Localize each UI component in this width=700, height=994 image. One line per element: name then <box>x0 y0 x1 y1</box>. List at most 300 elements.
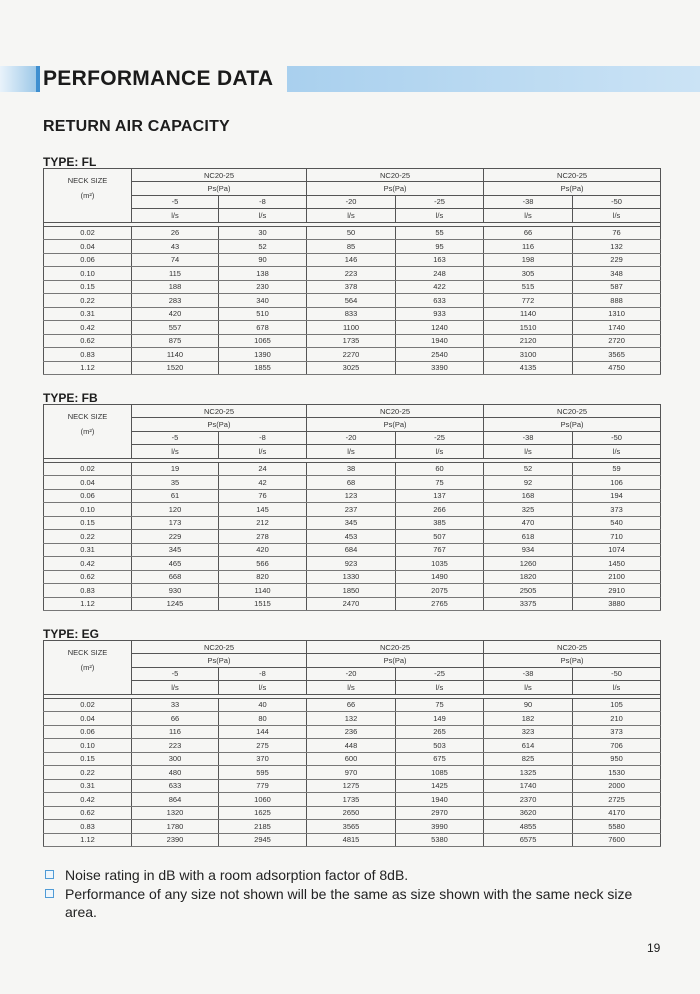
neck-size-cell: 0.06 <box>44 253 132 267</box>
flow-value-cell: 510 <box>219 307 307 321</box>
flow-value-cell: 2470 <box>307 597 396 611</box>
flow-value-cell: 2945 <box>219 833 307 847</box>
flow-value-cell: 182 <box>484 712 573 726</box>
flow-value-cell: 2075 <box>396 584 484 598</box>
flow-value-cell: 123 <box>307 489 396 503</box>
flow-unit: l/s <box>573 681 661 694</box>
table-row <box>44 240 661 254</box>
flow-value-cell: 1520 <box>132 361 219 375</box>
flow-value-cell: 1940 <box>396 793 484 807</box>
flow-value-cell: 779 <box>219 779 307 793</box>
flow-value-cell: 4855 <box>484 820 573 834</box>
flow-value-cell: 772 <box>484 294 573 308</box>
flow-value-cell: 42 <box>219 476 307 490</box>
flow-value-cell: 90 <box>219 253 307 267</box>
flow-value-cell: 212 <box>219 516 307 530</box>
flow-value-cell: 1510 <box>484 321 573 335</box>
flow-value-cell: 24 <box>219 462 307 476</box>
flow-value-cell: 2725 <box>573 793 661 807</box>
flow-value-cell: 1625 <box>219 806 307 820</box>
flow-value-cell: 188 <box>132 280 219 294</box>
flow-value-cell: 66 <box>484 226 573 240</box>
flow-value-cell: 1060 <box>219 793 307 807</box>
flow-value-cell: 2000 <box>573 779 661 793</box>
pressure-value: -25 <box>396 667 484 680</box>
flow-value-cell: 2910 <box>573 584 661 598</box>
model-header: NC20-25 <box>484 641 661 654</box>
flow-value-cell: 132 <box>573 240 661 254</box>
flow-value-cell: 198 <box>484 253 573 267</box>
pressure-unit-header: Ps(Pa) <box>307 418 484 431</box>
neck-size-cell: 0.10 <box>44 267 132 281</box>
flow-value-cell: 106 <box>573 476 661 490</box>
flow-value-cell: 230 <box>219 280 307 294</box>
neck-size-cell: 0.42 <box>44 557 132 571</box>
flow-value-cell: 2505 <box>484 584 573 598</box>
type-label-eg: TYPE: EG <box>43 627 100 641</box>
neck-size-cell: 1.12 <box>44 597 132 611</box>
flow-unit: l/s <box>396 445 484 458</box>
table-row <box>44 253 661 267</box>
flow-value-cell: 1425 <box>396 779 484 793</box>
flow-value-cell: 618 <box>484 530 573 544</box>
flow-value-cell: 75 <box>396 476 484 490</box>
flow-value-cell: 1735 <box>307 334 396 348</box>
flow-value-cell: 668 <box>132 570 219 584</box>
flow-value-cell: 875 <box>132 334 219 348</box>
flow-value-cell: 950 <box>573 752 661 766</box>
flow-value-cell: 3565 <box>573 348 661 362</box>
flow-value-cell: 80 <box>219 712 307 726</box>
flow-value-cell: 236 <box>307 725 396 739</box>
model-header: NC20-25 <box>132 405 307 418</box>
flow-value-cell: 1140 <box>219 584 307 598</box>
table-row <box>44 294 661 308</box>
flow-value-cell: 633 <box>132 779 219 793</box>
neck-size-cell: 0.22 <box>44 530 132 544</box>
pressure-value: -5 <box>132 195 219 208</box>
flow-value-cell: 2370 <box>484 793 573 807</box>
table-row <box>44 725 661 739</box>
pressure-value: -38 <box>484 195 573 208</box>
flow-value-cell: 2765 <box>396 597 484 611</box>
pressure-value: -50 <box>573 667 661 680</box>
flow-value-cell: 19 <box>132 462 219 476</box>
header-banner-right <box>287 66 700 92</box>
neck-size-cell: 0.02 <box>44 462 132 476</box>
flow-value-cell: 278 <box>219 530 307 544</box>
pressure-value: -20 <box>307 667 396 680</box>
pressure-value: -38 <box>484 667 573 680</box>
flow-value-cell: 68 <box>307 476 396 490</box>
table-row <box>44 779 661 793</box>
flow-value-cell: 933 <box>396 307 484 321</box>
page-number: 19 <box>647 941 661 955</box>
pressure-unit-header: Ps(Pa) <box>484 418 661 431</box>
flow-value-cell: 3375 <box>484 597 573 611</box>
flow-value-cell: 194 <box>573 489 661 503</box>
flow-value-cell: 5580 <box>573 820 661 834</box>
section-title: RETURN AIR CAPACITY <box>43 118 230 135</box>
flow-value-cell: 76 <box>219 489 307 503</box>
flow-value-cell: 1850 <box>307 584 396 598</box>
header-banner-left <box>0 66 36 92</box>
flow-value-cell: 480 <box>132 766 219 780</box>
table-row <box>44 361 661 375</box>
flow-value-cell: 1855 <box>219 361 307 375</box>
table-row <box>44 712 661 726</box>
neck-size-cell: 0.83 <box>44 584 132 598</box>
flow-value-cell: 888 <box>573 294 661 308</box>
flow-value-cell: 85 <box>307 240 396 254</box>
table-row <box>44 806 661 820</box>
flow-value-cell: 833 <box>307 307 396 321</box>
flow-value-cell: 35 <box>132 476 219 490</box>
table-body <box>44 641 661 847</box>
neck-size-header <box>44 405 132 459</box>
flow-value-cell: 116 <box>132 725 219 739</box>
neck-size-cell: 0.10 <box>44 503 132 517</box>
flow-value-cell: 633 <box>396 294 484 308</box>
model-header: NC20-25 <box>307 169 484 182</box>
pressure-unit-header: Ps(Pa) <box>132 654 307 667</box>
flow-value-cell: 237 <box>307 503 396 517</box>
flow-unit: l/s <box>307 681 396 694</box>
pressure-value: -50 <box>573 431 661 444</box>
table-row <box>44 584 661 598</box>
neck-size-cell: 0.83 <box>44 820 132 834</box>
flow-value-cell: 163 <box>396 253 484 267</box>
table-row <box>44 476 661 490</box>
neck-size-cell: 0.06 <box>44 725 132 739</box>
flow-value-cell: 453 <box>307 530 396 544</box>
neck-size-unit: (m²) <box>80 427 95 436</box>
flow-value-cell: 503 <box>396 739 484 753</box>
flow-value-cell: 146 <box>307 253 396 267</box>
flow-value-cell: 675 <box>396 752 484 766</box>
table-row <box>44 833 661 847</box>
flow-value-cell: 229 <box>573 253 661 267</box>
flow-value-cell: 2720 <box>573 334 661 348</box>
flow-value-cell: 4135 <box>484 361 573 375</box>
flow-value-cell: 3620 <box>484 806 573 820</box>
flow-value-cell: 1240 <box>396 321 484 335</box>
flow-unit: l/s <box>307 445 396 458</box>
flow-value-cell: 3390 <box>396 361 484 375</box>
flow-value-cell: 55 <box>396 226 484 240</box>
neck-size-cell: 0.10 <box>44 739 132 753</box>
pressure-unit-header: Ps(Pa) <box>307 654 484 667</box>
table-row <box>44 752 661 766</box>
model-header: NC20-25 <box>484 169 661 182</box>
flow-value-cell: 1490 <box>396 570 484 584</box>
flow-value-cell: 7600 <box>573 833 661 847</box>
flow-value-cell: 229 <box>132 530 219 544</box>
flow-value-cell: 1530 <box>573 766 661 780</box>
neck-size-cell: 0.04 <box>44 240 132 254</box>
flow-value-cell: 340 <box>219 294 307 308</box>
pressure-value: -25 <box>396 195 484 208</box>
flow-value-cell: 3025 <box>307 361 396 375</box>
flow-value-cell: 40 <box>219 698 307 712</box>
flow-value-cell: 74 <box>132 253 219 267</box>
table-row <box>44 543 661 557</box>
flow-value-cell: 420 <box>219 543 307 557</box>
flow-value-cell: 2185 <box>219 820 307 834</box>
neck-size-cell: 0.02 <box>44 698 132 712</box>
flow-value-cell: 26 <box>132 226 219 240</box>
table-row <box>44 557 661 571</box>
table-row <box>44 280 661 294</box>
neck-size-cell: 0.15 <box>44 280 132 294</box>
flow-value-cell: 1260 <box>484 557 573 571</box>
square-bullet-icon <box>45 870 54 879</box>
flow-value-cell: 2120 <box>484 334 573 348</box>
pressure-unit-header: Ps(Pa) <box>484 654 661 667</box>
flow-value-cell: 564 <box>307 294 396 308</box>
flow-value-cell: 50 <box>307 226 396 240</box>
flow-unit: l/s <box>573 445 661 458</box>
neck-size-cell: 0.31 <box>44 779 132 793</box>
flow-value-cell: 275 <box>219 739 307 753</box>
flow-value-cell: 345 <box>132 543 219 557</box>
flow-value-cell: 3990 <box>396 820 484 834</box>
flow-value-cell: 223 <box>307 267 396 281</box>
pressure-value: -5 <box>132 431 219 444</box>
flow-unit: l/s <box>484 209 573 222</box>
notes <box>43 866 668 922</box>
flow-value-cell: 348 <box>573 267 661 281</box>
flow-value-cell: 465 <box>132 557 219 571</box>
flow-value-cell: 1310 <box>573 307 661 321</box>
flow-value-cell: 595 <box>219 766 307 780</box>
flow-value-cell: 706 <box>573 739 661 753</box>
pressure-value: -20 <box>307 195 396 208</box>
flow-value-cell: 825 <box>484 752 573 766</box>
flow-value-cell: 2650 <box>307 806 396 820</box>
flow-value-cell: 60 <box>396 462 484 476</box>
type-label-fl: TYPE: FL <box>43 155 97 169</box>
flow-value-cell: 515 <box>484 280 573 294</box>
flow-unit: l/s <box>484 445 573 458</box>
flow-value-cell: 138 <box>219 267 307 281</box>
flow-value-cell: 507 <box>396 530 484 544</box>
flow-value-cell: 820 <box>219 570 307 584</box>
neck-size-unit: (m²) <box>80 191 95 200</box>
flow-value-cell: 600 <box>307 752 396 766</box>
flow-unit: l/s <box>132 681 219 694</box>
flow-unit: l/s <box>396 209 484 222</box>
pressure-value: -20 <box>307 431 396 444</box>
flow-value-cell: 2390 <box>132 833 219 847</box>
flow-value-cell: 266 <box>396 503 484 517</box>
note-text: Noise rating in dB with a room adsorption factor of 8dB. <box>65 867 409 883</box>
table-row <box>44 793 661 807</box>
flow-value-cell: 373 <box>573 725 661 739</box>
table-row <box>44 462 661 476</box>
flow-value-cell: 864 <box>132 793 219 807</box>
flow-value-cell: 1035 <box>396 557 484 571</box>
flow-value-cell: 1275 <box>307 779 396 793</box>
flow-unit: l/s <box>219 681 307 694</box>
neck-size-cell: 0.31 <box>44 543 132 557</box>
neck-size-cell: 0.15 <box>44 516 132 530</box>
table-row <box>44 489 661 503</box>
flow-value-cell: 4750 <box>573 361 661 375</box>
flow-value-cell: 3565 <box>307 820 396 834</box>
flow-value-cell: 95 <box>396 240 484 254</box>
flow-value-cell: 120 <box>132 503 219 517</box>
flow-value-cell: 145 <box>219 503 307 517</box>
flow-value-cell: 210 <box>573 712 661 726</box>
neck-size-header <box>44 169 132 223</box>
flow-value-cell: 61 <box>132 489 219 503</box>
pressure-value: -8 <box>219 667 307 680</box>
pressure-value: -50 <box>573 195 661 208</box>
flow-value-cell: 223 <box>132 739 219 753</box>
flow-value-cell: 566 <box>219 557 307 571</box>
flow-value-cell: 300 <box>132 752 219 766</box>
flow-value-cell: 930 <box>132 584 219 598</box>
flow-value-cell: 265 <box>396 725 484 739</box>
flow-value-cell: 378 <box>307 280 396 294</box>
neck-size-cell: 1.12 <box>44 833 132 847</box>
flow-value-cell: 173 <box>132 516 219 530</box>
flow-value-cell: 305 <box>484 267 573 281</box>
table-row <box>44 516 661 530</box>
flow-value-cell: 90 <box>484 698 573 712</box>
pressure-unit-header: Ps(Pa) <box>484 182 661 195</box>
flow-value-cell: 1780 <box>132 820 219 834</box>
neck-size-unit: (m²) <box>80 663 95 672</box>
flow-value-cell: 1450 <box>573 557 661 571</box>
flow-value-cell: 75 <box>396 698 484 712</box>
flow-value-cell: 3100 <box>484 348 573 362</box>
flow-unit: l/s <box>396 681 484 694</box>
flow-value-cell: 4815 <box>307 833 396 847</box>
flow-value-cell: 2970 <box>396 806 484 820</box>
flow-value-cell: 448 <box>307 739 396 753</box>
flow-value-cell: 970 <box>307 766 396 780</box>
neck-size-cell: 0.06 <box>44 489 132 503</box>
table-row <box>44 570 661 584</box>
flow-value-cell: 557 <box>132 321 219 335</box>
pressure-unit-header: Ps(Pa) <box>307 182 484 195</box>
flow-value-cell: 248 <box>396 267 484 281</box>
pressure-unit-header: Ps(Pa) <box>132 418 307 431</box>
flow-value-cell: 767 <box>396 543 484 557</box>
type-label-fb: TYPE: FB <box>43 391 98 405</box>
flow-value-cell: 1100 <box>307 321 396 335</box>
flow-value-cell: 52 <box>484 462 573 476</box>
table-row <box>44 334 661 348</box>
table-row <box>44 226 661 240</box>
neck-size-label: NECK SIZE <box>67 176 108 185</box>
table-row <box>44 503 661 517</box>
table-fb <box>43 404 661 611</box>
square-bullet-icon <box>45 889 54 898</box>
flow-unit: l/s <box>484 681 573 694</box>
flow-unit: l/s <box>219 209 307 222</box>
flow-value-cell: 614 <box>484 739 573 753</box>
flow-value-cell: 1515 <box>219 597 307 611</box>
table-eg <box>43 640 661 847</box>
flow-value-cell: 1735 <box>307 793 396 807</box>
flow-value-cell: 1140 <box>484 307 573 321</box>
flow-unit: l/s <box>307 209 396 222</box>
flow-value-cell: 1074 <box>573 543 661 557</box>
pressure-value: -5 <box>132 667 219 680</box>
neck-size-cell: 0.04 <box>44 712 132 726</box>
neck-size-cell: 0.62 <box>44 806 132 820</box>
neck-size-cell: 0.02 <box>44 226 132 240</box>
flow-value-cell: 1245 <box>132 597 219 611</box>
flow-value-cell: 1085 <box>396 766 484 780</box>
table-row <box>44 267 661 281</box>
neck-size-cell: 0.83 <box>44 348 132 362</box>
table-row <box>44 766 661 780</box>
neck-size-cell: 0.42 <box>44 793 132 807</box>
header-accent-mark <box>36 66 40 92</box>
neck-size-cell: 0.04 <box>44 476 132 490</box>
flow-value-cell: 105 <box>573 698 661 712</box>
table-row <box>44 698 661 712</box>
flow-value-cell: 2540 <box>396 348 484 362</box>
flow-value-cell: 587 <box>573 280 661 294</box>
flow-value-cell: 6575 <box>484 833 573 847</box>
pressure-value: -25 <box>396 431 484 444</box>
flow-value-cell: 92 <box>484 476 573 490</box>
neck-size-cell: 0.22 <box>44 294 132 308</box>
flow-value-cell: 1320 <box>132 806 219 820</box>
pressure-unit-header: Ps(Pa) <box>132 182 307 195</box>
flow-value-cell: 43 <box>132 240 219 254</box>
flow-value-cell: 59 <box>573 462 661 476</box>
flow-value-cell: 2270 <box>307 348 396 362</box>
flow-value-cell: 115 <box>132 267 219 281</box>
neck-size-cell: 0.22 <box>44 766 132 780</box>
flow-value-cell: 1390 <box>219 348 307 362</box>
neck-size-label: NECK SIZE <box>67 648 108 657</box>
model-header: NC20-25 <box>307 405 484 418</box>
flow-value-cell: 422 <box>396 280 484 294</box>
table-row <box>44 321 661 335</box>
flow-value-cell: 1940 <box>396 334 484 348</box>
flow-unit: l/s <box>132 445 219 458</box>
flow-value-cell: 1330 <box>307 570 396 584</box>
neck-size-cell: 0.62 <box>44 570 132 584</box>
flow-value-cell: 168 <box>484 489 573 503</box>
flow-unit: l/s <box>132 209 219 222</box>
neck-size-cell: 0.31 <box>44 307 132 321</box>
flow-value-cell: 149 <box>396 712 484 726</box>
neck-size-cell: 0.62 <box>44 334 132 348</box>
flow-value-cell: 5380 <box>396 833 484 847</box>
flow-value-cell: 684 <box>307 543 396 557</box>
flow-value-cell: 116 <box>484 240 573 254</box>
flow-value-cell: 1325 <box>484 766 573 780</box>
flow-value-cell: 470 <box>484 516 573 530</box>
table-row <box>44 307 661 321</box>
flow-unit: l/s <box>573 209 661 222</box>
flow-value-cell: 38 <box>307 462 396 476</box>
model-header: NC20-25 <box>132 169 307 182</box>
table-fl <box>43 168 661 375</box>
flow-value-cell: 76 <box>573 226 661 240</box>
flow-value-cell: 385 <box>396 516 484 530</box>
flow-value-cell: 33 <box>132 698 219 712</box>
flow-unit: l/s <box>219 445 307 458</box>
